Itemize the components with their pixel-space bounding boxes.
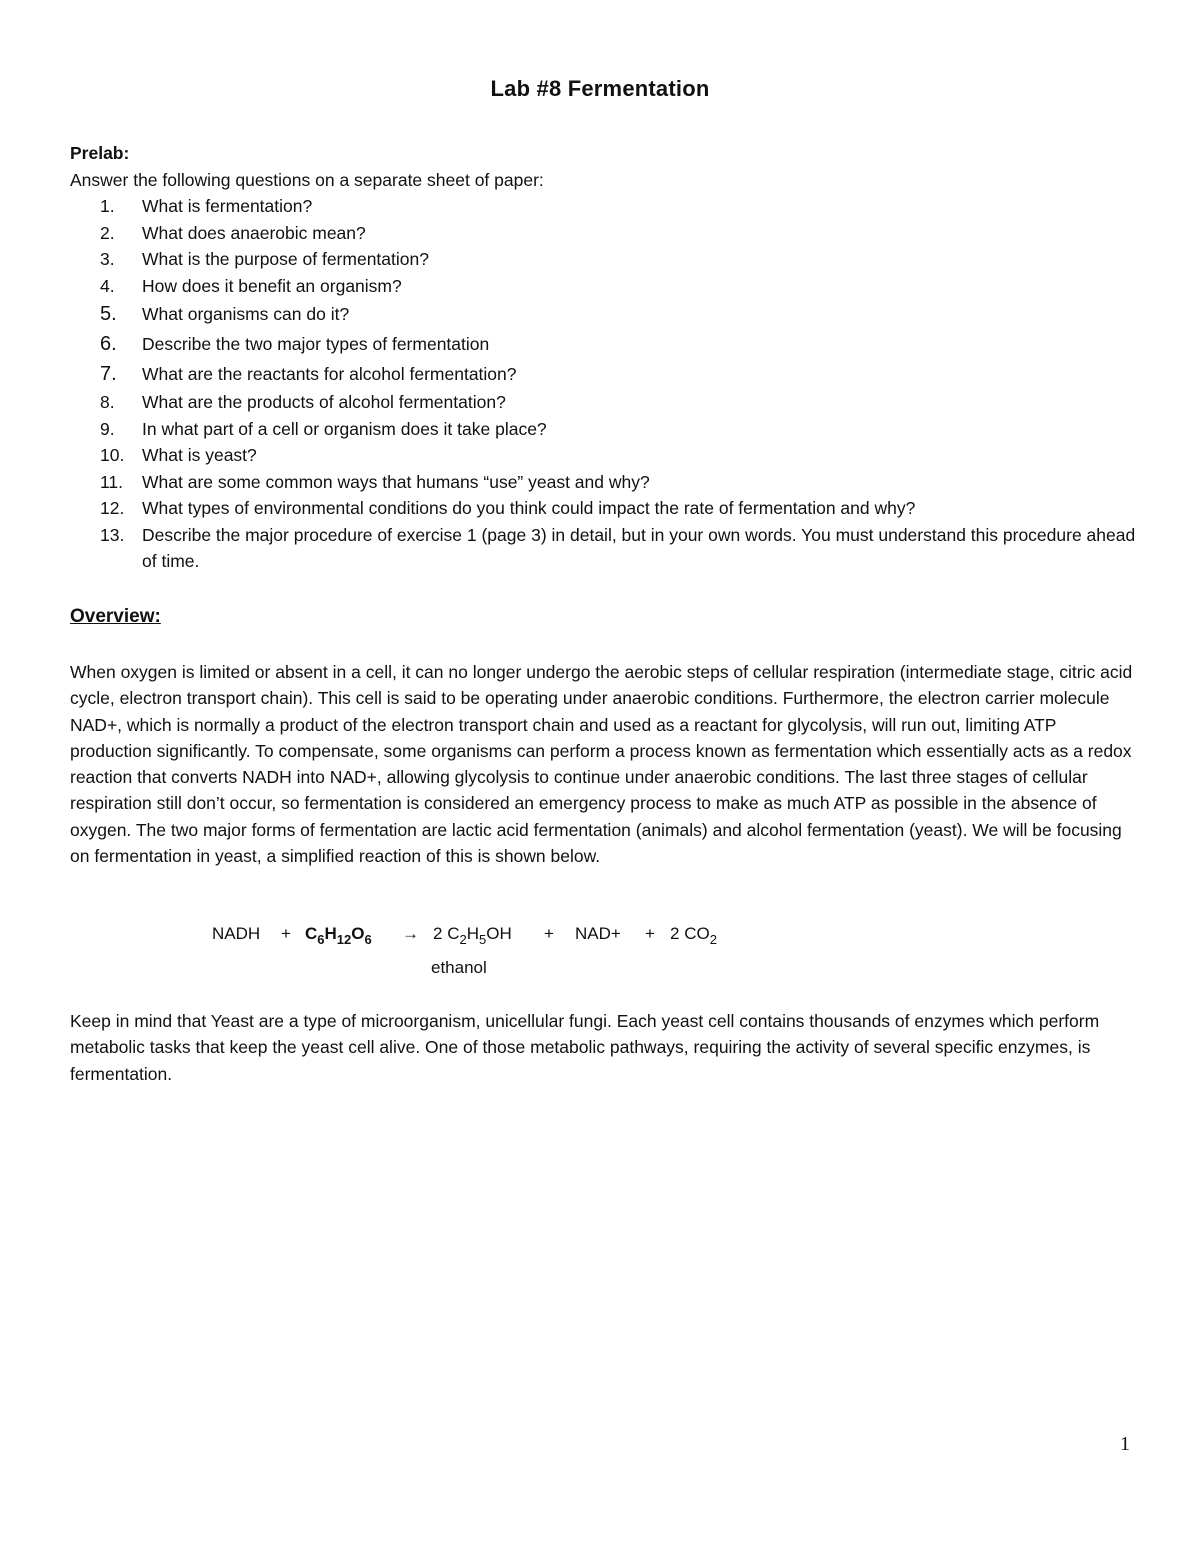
equation-plus: +	[281, 924, 291, 943]
list-item: 13. Describe the major procedure of exercise 1 (page 3) in detail, but in your own words. You must understand this procedure ahead of time.	[100, 524, 1136, 571]
list-item: 9. In what part of a cell or organism does it take place?	[100, 418, 547, 439]
equation-reactant-nadh: NADH	[212, 924, 261, 943]
prelab-label: Prelab:	[70, 143, 130, 163]
fermentation-equation	[0, 924, 1200, 984]
equation-co2: 2 $CO_2$	[670, 924, 717, 947]
prelab-section	[70, 140, 1140, 575]
prelab-question-list	[70, 193, 1140, 575]
list-item: 7. What are the reactants for alcohol fermentation?	[100, 363, 517, 385]
list-item: 11. What are some common ways that humans “use” yeast and why?	[100, 471, 650, 492]
list-item: 4. How does it benefit an organism?	[100, 275, 402, 296]
equation-glucose: $C_6H_{12}O_6$	[305, 924, 372, 947]
list-item: 3. What is the purpose of fermentation?	[100, 249, 429, 269]
list-item: 2. What does anaerobic mean?	[100, 222, 366, 243]
equation-plus: +	[544, 924, 554, 943]
list-item: 6. Describe the two major types of fermentation	[100, 333, 490, 355]
document-title: Lab #8 Fermentation	[490, 76, 710, 101]
overview-paragraph: Keep in mind that Yeast are a type of microorganism, unicellular fungi. Each yeast cell contains thousands of enzymes which perform metabolic tasks that keep the yeast cell alive. One of those metabolic pathways, requiring the activity of several specific enzymes, is fermentation.	[70, 1011, 1100, 1084]
list-item: 12. What types of environmental conditions do you think could impact the rate of fermentation and why?	[100, 498, 916, 518]
overview-heading: Overview:	[70, 606, 161, 627]
list-item: 8. What are the products of alcohol fermentation?	[100, 392, 506, 412]
list-item: 5. What organisms can do it?	[100, 303, 350, 325]
prelab-instruction: Answer the following questions on a separate sheet of paper:	[70, 169, 544, 190]
list-item: 10. What is yeast?	[100, 445, 257, 465]
overview-paragraph: When oxygen is limited or absent in a cell, it can no longer undergo the aerobic steps of cellular respiration (intermediate stage, citric acid cycle, electron transport chain). This cell is said to be operating under anaerobic conditions. Furthermore, the electron carrier molecule NAD+, which is normally a product of the electron transport chain and used as a reactant for glycolysis, will run out, limiting ATP production significantly. To compensate, some organisms can perform a process known as fermentation which essentially acts as a redox reaction that converts NADH into NAD+, allowing glycolysis to continue under anaerobic conditions. The last three stages of cellular respiration still don’t occur, so fermentation is considered an emergency process to make as much ATP as possible in the absence of oxygen. The two major forms of fermentation are lactic acid fermentation (animals) and alcohol fermentation (yeast). We will be focusing on fermentation in yeast, a simplified reaction of this is shown below.	[70, 662, 1133, 867]
page-number: 1	[1120, 1433, 1130, 1455]
equation-product-nad: NAD+	[575, 924, 621, 943]
equation-ethanol-label: ethanol	[431, 958, 487, 977]
equation-arrow: →	[402, 924, 419, 943]
equation-plus: +	[645, 924, 655, 943]
list-item: 1. What is fermentation?	[100, 196, 313, 216]
equation-ethanol: 2 $C_2H_5OH$	[433, 924, 512, 947]
